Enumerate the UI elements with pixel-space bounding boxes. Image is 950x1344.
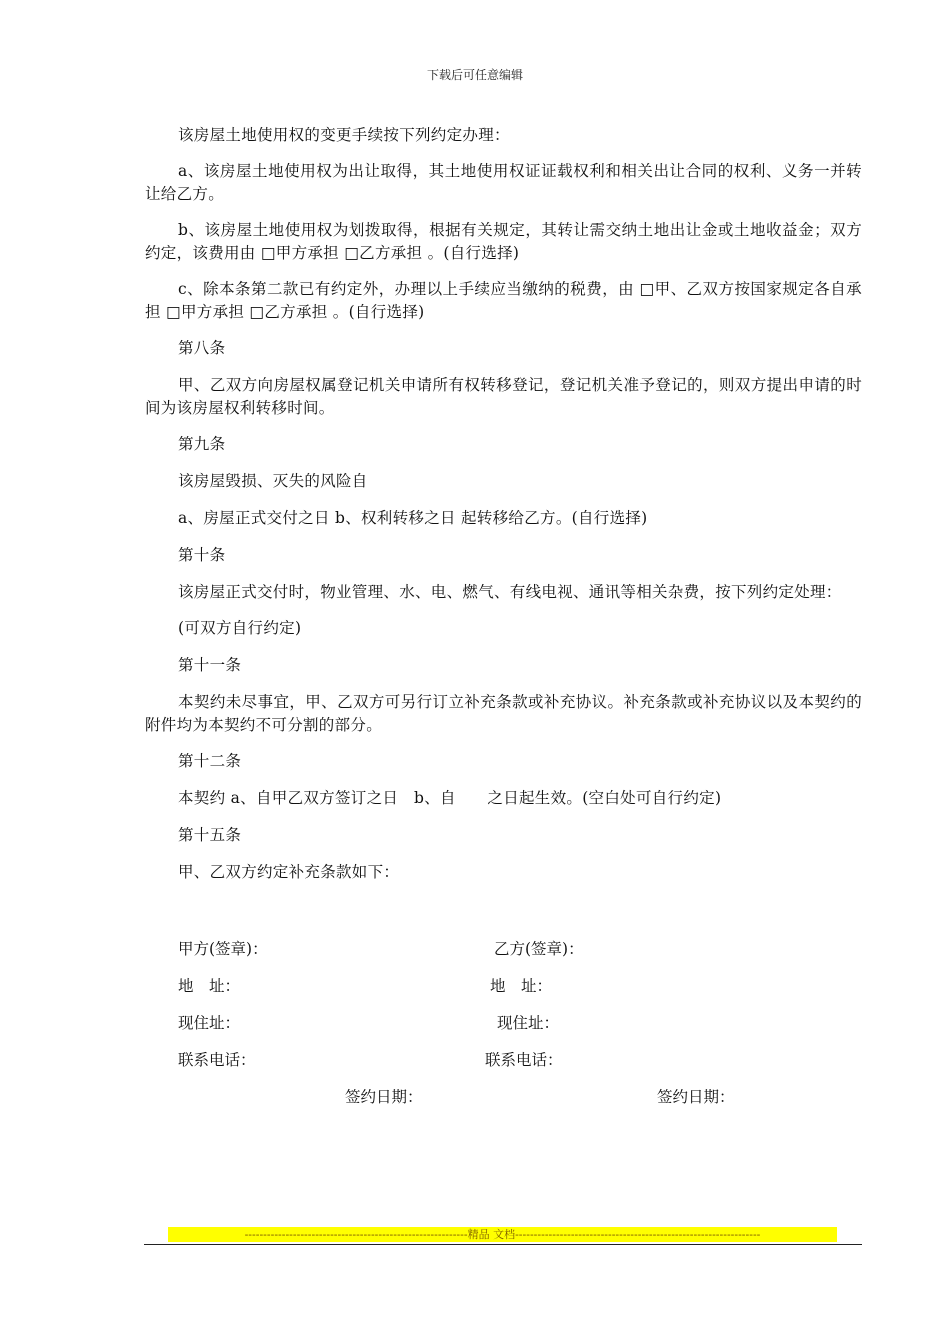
- article-11-heading: 第十一条: [178, 656, 242, 674]
- paragraph-land-use-intro: 该房屋土地使用权的变更手续按下列约定办理：: [178, 126, 510, 144]
- article-15-heading: 第十五条: [178, 826, 242, 844]
- article-9-options: a、房屋正式交付之日 b、权利转移之日 起转移给乙方。(自行选择): [178, 509, 648, 527]
- party-a-date-label: 签约日期：: [345, 1088, 423, 1106]
- party-a-address-label: 地 址：: [178, 977, 241, 995]
- article-15-text: 甲、乙双方约定补充条款如下：: [178, 863, 400, 881]
- party-a-phone-label: 联系电话：: [178, 1051, 256, 1069]
- article-9-heading: 第九条: [178, 435, 226, 453]
- article-9-text: 该房屋毁损、灭失的风险自: [178, 472, 368, 490]
- party-b-phone-label: 联系电话：: [485, 1051, 563, 1069]
- article-11-text: 本契约未尽事宜，甲、乙双方可另行订立补充条款或补充协议。补充条款或补充协议以及本契约的附件均为本契约不可分割的部分。: [145, 693, 862, 734]
- article-10-note: (可双方自行约定): [178, 619, 302, 637]
- signature-row-phone: [145, 1049, 862, 1071]
- paragraph-clause-a: a、该房屋土地使用权为出让取得，其土地使用权证证载权利和相关出让合同的权利、义务一并转让给乙方。: [145, 162, 862, 203]
- paragraph-clause-b: b、该房屋土地使用权为划拨取得，根据有关规定，其转让需交纳土地出让金或土地收益金；双方约定，该费用由 □甲方承担 □乙方承担 。(自行选择): [145, 221, 862, 262]
- article-12-text: 本契约 a、自甲乙双方签订之日 b、自 之日起生效。(空白处可自行约定): [178, 789, 722, 807]
- signature-block: [145, 938, 862, 1118]
- article-8-heading: 第八条: [178, 339, 226, 357]
- party-b-current-address-label: 现住址：: [497, 1014, 560, 1032]
- article-8-text: 甲、乙双方向房屋权属登记机关申请所有权转移登记，登记机关准予登记的，则双方提出申请的时间为该房屋权利转移时间。: [145, 376, 862, 417]
- party-a-current-address-label: 现住址：: [178, 1014, 241, 1032]
- signature-row-current-address: [145, 1012, 862, 1034]
- document-body: [145, 124, 862, 898]
- article-10-heading: 第十条: [178, 546, 226, 564]
- party-a-sign-label: 甲方(签章)：: [178, 940, 268, 958]
- party-b-sign-label: 乙方(签章)：: [494, 940, 584, 958]
- party-b-address-label: 地 址：: [490, 977, 553, 995]
- party-b-date-label: 签约日期：: [657, 1088, 735, 1106]
- page-header: 下载后可任意编辑: [426, 68, 523, 82]
- footer-highlight-band: ------------------------------------------------------------精品 文档------------------------------------------------------------------: [168, 1227, 837, 1242]
- paragraph-clause-c: c、除本条第二款已有约定外，办理以上手续应当缴纳的税费，由 □甲、乙双方按国家规定各自承担 □甲方承担 □乙方承担 。(自行选择): [145, 280, 862, 321]
- signature-row-date: [145, 1086, 862, 1108]
- article-12-heading: 第十二条: [178, 752, 242, 770]
- signature-row-sign: [145, 938, 862, 960]
- article-10-text: 该房屋正式交付时，物业管理、水、电、燃气、有线电视、通讯等相关杂费，按下列约定处理：: [178, 583, 842, 601]
- footer-divider: [144, 1244, 862, 1245]
- signature-row-address: [145, 975, 862, 997]
